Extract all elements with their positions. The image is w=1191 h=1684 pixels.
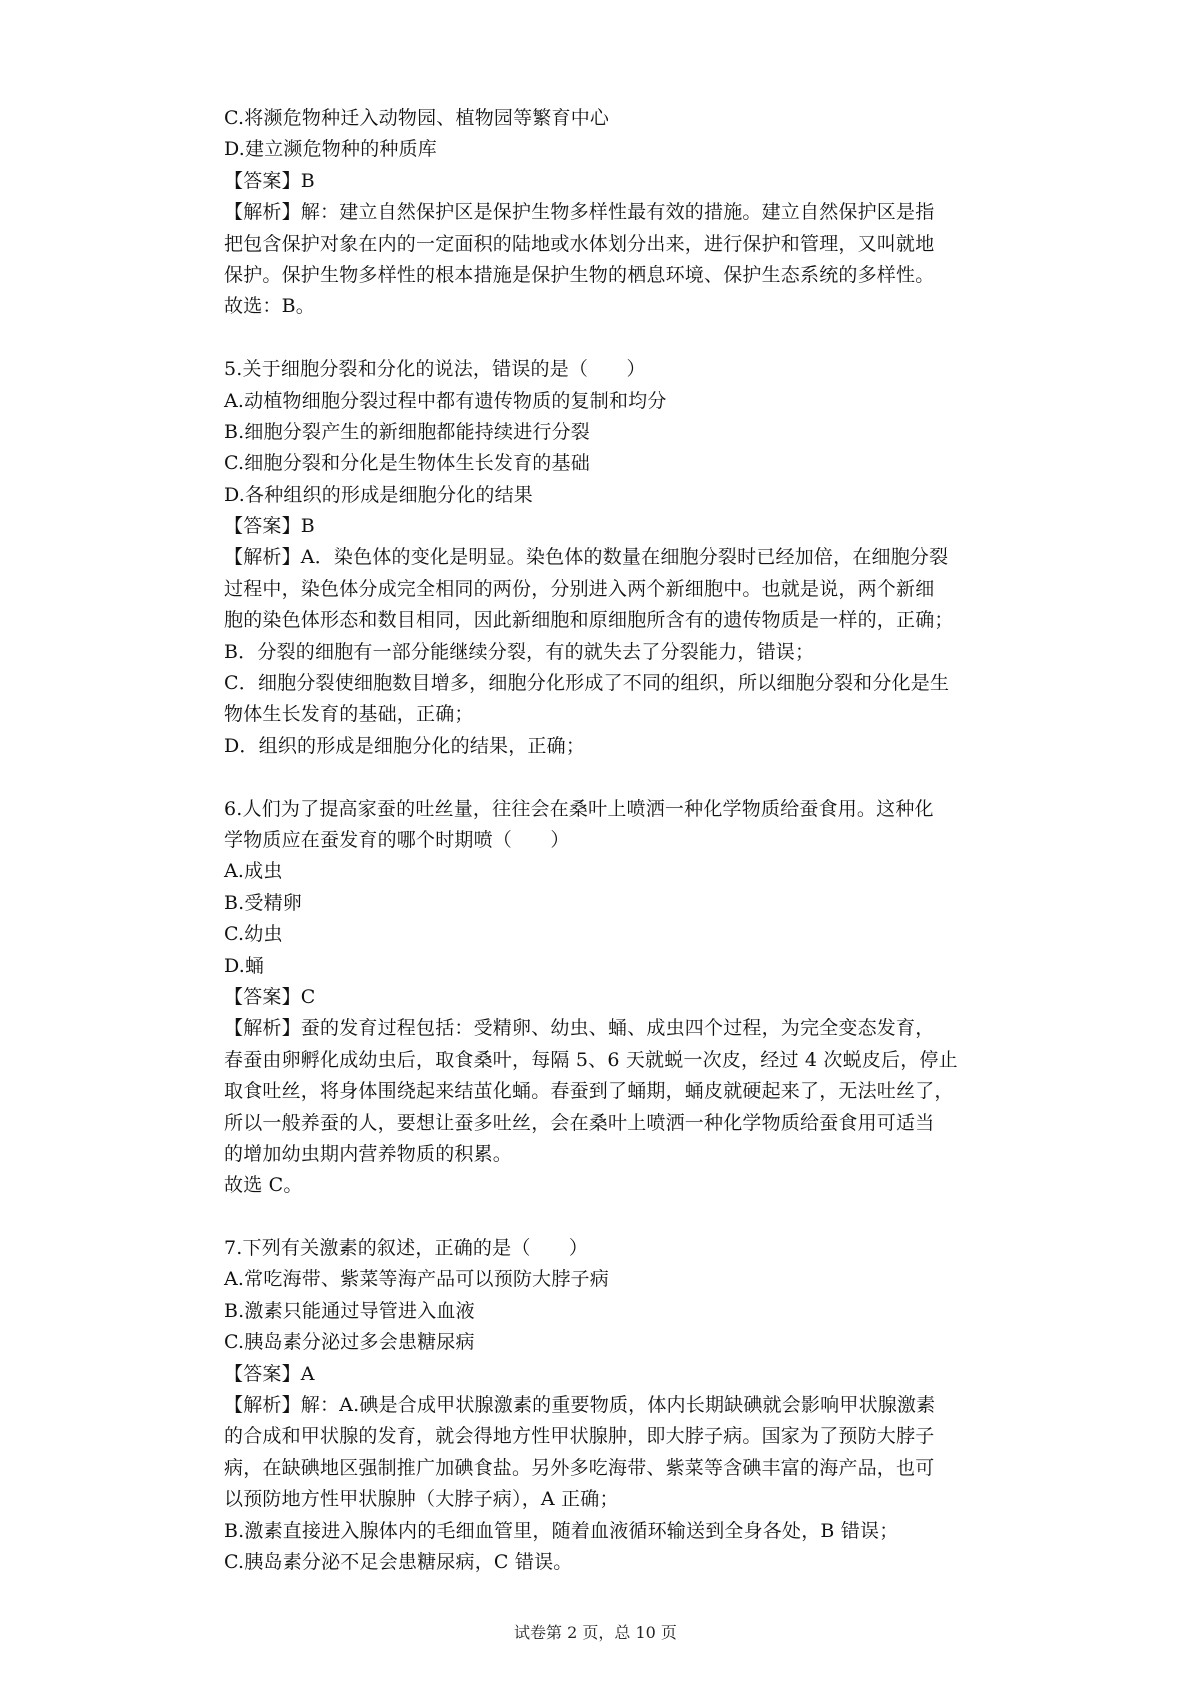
- text-line: C.将濒危物种迁入动物园、植物园等繁育中心: [224, 107, 610, 129]
- text-line: 【解析】解：A.碘是合成甲状腺激素的重要物质，体内长期缺碘就会影响甲状腺激素: [224, 1394, 936, 1417]
- text-line: 的增加幼虫期内营养物质的积累。: [224, 1142, 513, 1165]
- text-line: A.成虫: [224, 860, 283, 883]
- text-line: D.各种组织的形成是细胞分化的结果: [224, 483, 533, 506]
- text-line: 春蚕由卵孵化成幼虫后，取食桑叶，每隔 5、6 天就蜕一次皮，经过 4 次蜕皮后，停止: [224, 1048, 958, 1071]
- text-line: 学物质应在蚕发育的哪个时期喷（ ）: [224, 828, 570, 851]
- text-line: C.胰岛素分泌不足会患糖尿病，C 错误。: [224, 1550, 573, 1573]
- text-line: 以预防地方性甲状腺肿（大脖子病），A 正确；: [224, 1488, 619, 1511]
- text-line: 【解析】A．染色体的变化是明显。染色体的数量在细胞分裂时已经加倍，在细胞分裂: [224, 546, 949, 569]
- text-line: 胞的染色体形态和数目相同，因此新细胞和原细胞所含有的遗传物质是一样的，正确；: [224, 609, 954, 632]
- text-line: B.细胞分裂产生的新细胞都能持续进行分裂: [224, 420, 591, 443]
- text-line: D．组织的形成是细胞分化的结果，正确；: [224, 734, 586, 757]
- text-line: 6.人们为了提高家蚕的吐丝量，往往会在桑叶上喷洒一种化学物质给蚕食用。这种化: [224, 797, 934, 820]
- text-line: 取食吐丝，将身体围绕起来结茧化蛹。春蚕到了蛹期，蛹皮就硬起来了，无法吐丝了，: [224, 1080, 954, 1103]
- text-line: 7.下列有关激素的叙述，正确的是（ ）: [224, 1237, 589, 1260]
- page-footer: 试卷第 2 页，总 10 页: [514, 1623, 677, 1642]
- text-line: A.常吃海带、紫菜等海产品可以预防大脖子病: [224, 1268, 609, 1291]
- page-content: [224, 103, 1044, 1578]
- text-line: 【解析】解：建立自然保护区是保护生物多样性最有效的措施。建立自然保护区是指: [224, 201, 935, 224]
- text-line: B.激素只能通过导管进入血液: [224, 1299, 475, 1322]
- text-line: 【答案】C: [224, 985, 316, 1008]
- paragraph-gap: [224, 1202, 1044, 1233]
- text-line: C．细胞分裂使细胞数目增多，细胞分化形成了不同的组织，所以细胞分裂和分化是生: [224, 672, 950, 695]
- text-line: C.幼虫: [224, 923, 283, 946]
- text-line: 病，在缺碘地区强制推广加碘食盐。另外多吃海带、紫菜等含碘丰富的海产品，也可: [224, 1456, 935, 1479]
- text-line: 【答案】B: [224, 515, 315, 538]
- text-line: 过程中，染色体分成完全相同的两份，分别进入两个新细胞中。也就是说，两个新细: [224, 577, 935, 600]
- question-block: [224, 1233, 1044, 1578]
- text-line: 【答案】A: [224, 1362, 315, 1385]
- question-block: [224, 794, 1044, 1202]
- text-line: 把包含保护对象在内的一定面积的陆地或水体划分出来，进行保护和管理，又叫就地: [224, 232, 935, 255]
- paragraph-gap: [224, 762, 1044, 793]
- text-line: 【答案】B: [224, 169, 315, 192]
- text-line: 物体生长发育的基础，正确；: [224, 703, 474, 726]
- text-line: 的合成和甲状腺的发育，就会得地方性甲状腺肿，即大脖子病。国家为了预防大脖子: [224, 1425, 935, 1448]
- text-line: B.受精卵: [224, 891, 303, 914]
- text-line: 5.关于细胞分裂和分化的说法，错误的是（ ）: [224, 358, 646, 381]
- text-line: 【解析】蚕的发育过程包括：受精卵、幼虫、蛹、成虫四个过程，为完全变态发育，: [224, 1017, 935, 1040]
- text-line: 保护。保护生物多样性的根本措施是保护生物的栖息环境、保护生态系统的多样性。: [224, 263, 935, 286]
- text-line: D.蛹: [224, 954, 265, 977]
- text-line: B.激素直接进入腺体内的毛细血管里，随着血液循环输送到全身各处，B 错误；: [224, 1519, 899, 1542]
- text-line: A.动植物细胞分裂过程中都有遗传物质的复制和均分: [224, 389, 667, 412]
- text-line: B．分裂的细胞有一部分能继续分裂，有的就失去了分裂能力，错误；: [224, 640, 815, 663]
- text-line: C.胰岛素分泌过多会患糖尿病: [224, 1331, 475, 1354]
- text-line: 故选：B。: [224, 295, 315, 318]
- question-block: [224, 103, 1044, 323]
- question-block: [224, 354, 1044, 762]
- paragraph-gap: [224, 323, 1044, 354]
- text-line: D.建立濒危物种的种质库: [224, 138, 437, 161]
- text-line: C.细胞分裂和分化是生物体生长发育的基础: [224, 452, 590, 475]
- text-line: 故选 C。: [224, 1174, 303, 1197]
- text-line: 所以一般养蚕的人，要想让蚕多吐丝，会在桑叶上喷洒一种化学物质给蚕食用可适当: [224, 1111, 935, 1134]
